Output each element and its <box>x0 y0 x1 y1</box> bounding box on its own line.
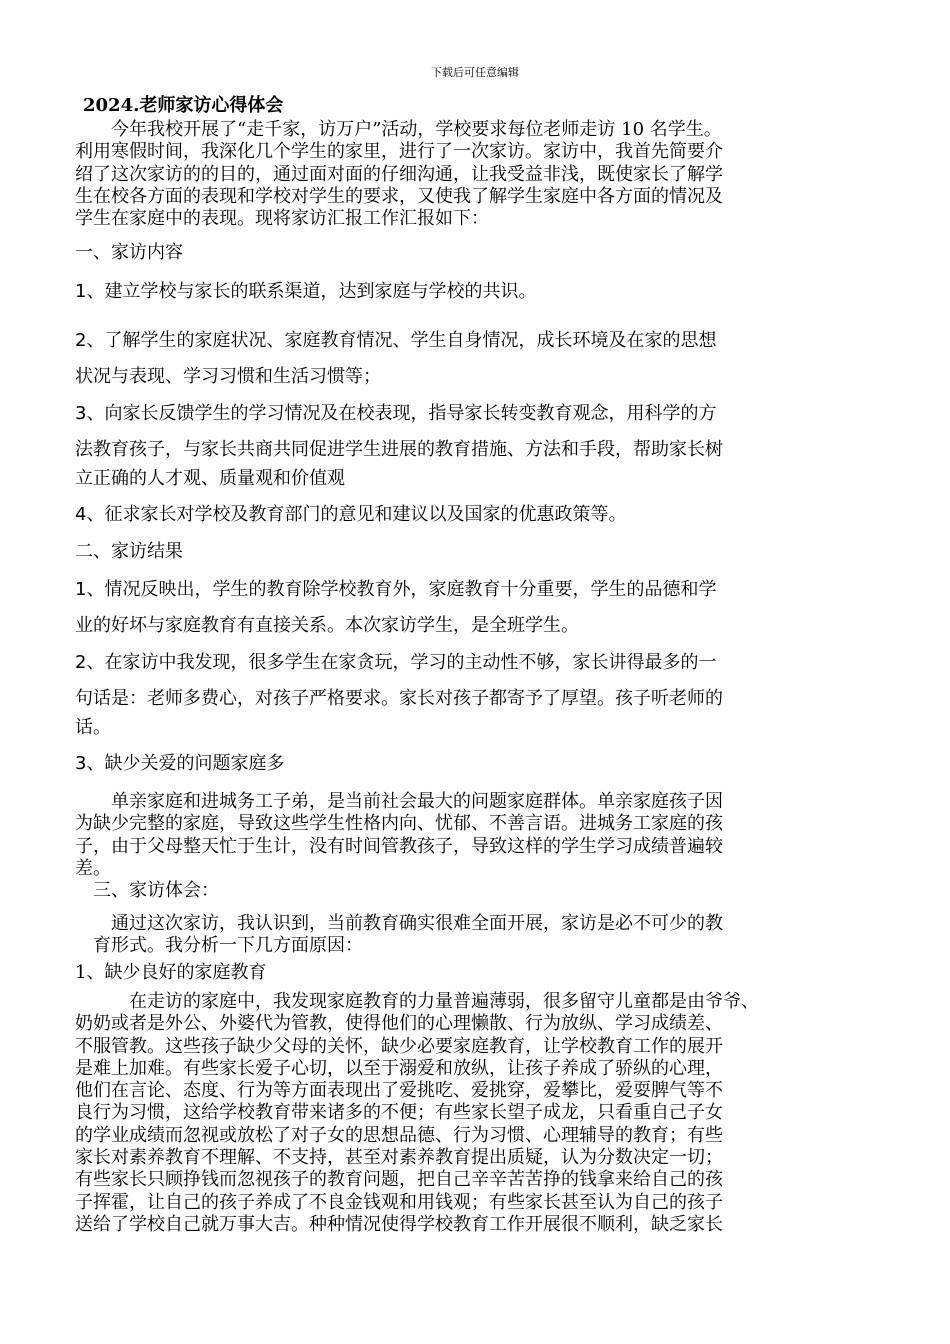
text-line: 法教育孩子，与家长共商共同促进学生进展的教育措施、方法和手段，帮助家长树 <box>75 439 723 460</box>
paragraph <box>75 913 895 958</box>
intro-paragraph <box>75 119 895 230</box>
text-line: 、了解学生的家庭状况、家庭教育情况、学生自身情况，成长环境及在家的思想 <box>86 330 717 351</box>
list-item <box>75 746 895 782</box>
text-line: 育形式。我分析一下几方面原因： <box>75 935 363 957</box>
text-line: 送给了学校自己就万事大吉。种种情况使得学校教育工作开展很不顺利，缺乏家长 <box>75 1213 723 1235</box>
text-line: 业的好坏与家庭教育有直接关系。本次家访学生，是全班学生。 <box>75 615 579 636</box>
section-heading: 三、家访体会： <box>75 880 219 901</box>
text-line: 利用寒假时间，我深化几个学生的家里，进行了一次家访。家访中，我首先简要介 <box>75 141 723 163</box>
text-line: 、缺少关爱的问题家庭多 <box>86 753 285 774</box>
text-line: 、建立学校与家长的联系渠道，达到家庭与学校的共识。 <box>86 281 537 302</box>
text-line: 、情况反映出，学生的教育除学校教育外，家庭教育十分重要，学生的品德和学 <box>86 579 717 600</box>
item-number: 1 <box>75 579 87 600</box>
item-number: 2 <box>75 652 87 673</box>
subsection-heading: 1、缺少良好的家庭教育 <box>75 962 267 983</box>
paragraph <box>75 791 895 880</box>
section-heading: 一、家访内容 <box>75 242 183 263</box>
item-number: 3 <box>75 403 87 424</box>
text-line: 今年我校开展了“走千家，访万户”活动，学校要求每位老师走访 10 名学生。 <box>75 119 722 140</box>
list-item <box>75 274 895 310</box>
text-line: 状况与表现、学习习惯和生活习惯等； <box>75 366 381 387</box>
item-number: 1 <box>75 281 87 302</box>
text-line: 他们在言论、态度、行为等方面表现出了爱挑吃、爱挑穿，爱攀比，爱耍脾气等不 <box>75 1080 723 1102</box>
text-line: 差。 <box>75 857 111 879</box>
text-line: 单亲家庭和进城务工子弟，是当前社会最大的问题家庭群体。单亲家庭孩子因 <box>75 791 723 812</box>
paragraph <box>75 991 895 1236</box>
text-line: 是难上加难。有些家长爱子心切，以至于溺爱和放纵，让孩子养成了骄纵的心理， <box>75 1057 723 1079</box>
list-item <box>75 396 895 468</box>
text-line: 、征求家长对学校及教育部门的意见和建议以及国家的优惠政策等。 <box>86 504 627 525</box>
text-line: 的学业成绩而忽视或放松了对子女的思想品德、行为习惯、心理辅导的教育；有些 <box>75 1124 723 1146</box>
text-line: 有些家长只顾挣钱而忽视孩子的教育问题，把自己辛辛苦苦挣的钱拿来给自己的孩 <box>75 1169 723 1191</box>
page-header: 下载后可任意编辑 <box>431 66 519 79</box>
text-line: 、在家访中我发现，很多学生在家贪玩，学习的主动性不够，家长讲得最多的一 <box>86 652 717 673</box>
text-line: 生在校各方面的表现和学校对学生的要求，又使我了解学生家庭中各方面的情况及 <box>75 185 723 207</box>
text-line: 家长对素养教育不理解、不支持，甚至对素养教育提出质疑，认为分数决定一切； <box>75 1147 723 1169</box>
list-item <box>75 323 895 395</box>
list-item <box>75 497 895 533</box>
item-number: 2 <box>75 330 87 351</box>
text-line: 为缺少完整的家庭，导致这些学生性格内向、忧郁、不善言语。进城务工家庭的孩 <box>75 813 723 835</box>
list-item <box>75 645 895 717</box>
text-line: 话。 <box>75 717 111 738</box>
text-line: 不服管教。这些孩子缺少父母的关怀，缺少必要家庭教育，让学校教育工作的展开 <box>75 1035 723 1057</box>
text-line: 绍了这次家访的的目的，通过面对面的仔细沟通，让我受益非浅，既使家长了解学 <box>75 163 723 185</box>
text-line: 通过这次家访，我认识到，当前教育确实很难全面开展，家访是必不可少的教 <box>75 913 723 934</box>
item-number: 4 <box>75 504 87 525</box>
text-line: 子挥霍，让自己的孩子养成了不良金钱观和用钱观；有些家长甚至认为自己的孩子 <box>75 1191 723 1213</box>
text-line: 句话是：老师多费心，对孩子严格要求。家长对孩子都寄予了厚望。孩子听老师的 <box>75 688 723 709</box>
item-number: 3 <box>75 753 87 774</box>
document-title: 2024.老师家访心得体会 <box>83 95 284 116</box>
text-line: 、向家长反馈学生的学习情况及在校表现，指导家长转变教育观念，用科学的方 <box>86 403 717 424</box>
text-line: 立正确的人才观、质量观和价值观 <box>75 468 345 489</box>
text-line: 奶奶或者是外公、外婆代为管教，使得他们的心理懒散、行为放纵、学习成绩差、 <box>75 1013 723 1035</box>
text-line: 学生在家庭中的表现。现将家访汇报工作汇报如下： <box>75 208 489 230</box>
text-line: 在走访的家庭中，我发现家庭教育的力量普遍薄弱，很多留守儿童都是由爷爷、 <box>75 991 759 1012</box>
list-item <box>75 572 895 644</box>
section-heading: 二、家访结果 <box>75 541 183 562</box>
text-line: 子，由于父母整天忙于生计，没有时间管教孩子，导致这样的学生学习成绩普遍较 <box>75 835 723 857</box>
text-line: 良行为习惯，这给学校教育带来诸多的不便；有些家长望子成龙，只看重自己子女 <box>75 1102 723 1124</box>
